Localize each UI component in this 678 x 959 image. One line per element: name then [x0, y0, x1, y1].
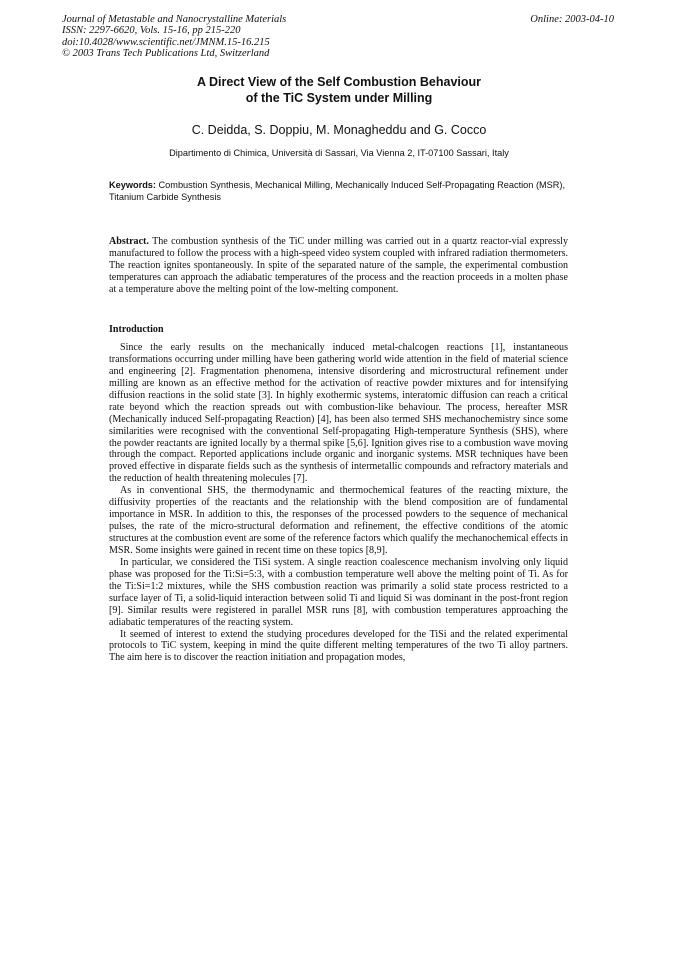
intro-paragraph: In particular, we considered the TiSi system. A single reaction coalescence mechanism involving only liquid phase was proposed for the Ti:Si=5:3, with a combustion temperature well above the melting point of Ti. As for the Ti:Si=1:2 mixtures, while the SHS combustion reaction was primarily a solid state process restricted to a surface layer of Ti, a solid-liquid interaction between solid Ti and liquid Si was dominant in the post-front region [9]. Similar results were registered in parallel MSR runs [8], with combustion temperatures approaching the adiabatic temperatures of the reacting system. — [109, 556, 568, 628]
journal-info — [62, 14, 286, 59]
intro-paragraph: It seemed of interest to extend the studying procedures developed for the TiSi and the related experimental protocols to TiC system, keeping in mind the quite different melting temperatures of the two Ti alloy partners. The aim here is to discover the reaction initiation and propagation modes, — [109, 628, 568, 664]
title-line-2: of the TiC System under Milling — [245, 90, 433, 105]
introduction-body — [109, 342, 568, 664]
intro-paragraph: Since the early results on the mechanically induced metal-chalcogen reactions [1], instantaneous transformations occurring under milling have been gathering world wide attention in the field of material science and engineering [2]. Fragmentation phenomena, intensive disordering and microstructural refinement under milling are known as an effective method for the activation of reactive powder mixtures and for intensifying diffusion reactions in the solid state [3]. In highly exothermic systems, interatomic diffusion can reach a critical rate beyond which the reaction spreads out with combustion-like behaviour. The process, hereafter MSR (Mechanically induced Self-propagating Reaction) [4], has been also termed SHS mechanochemistry since some similarities were recognised with the conventional Self-propagating High-temperature Synthesis (SHS), where the powder reactants are ignited locally by a thermal spike [5,6]. Ignition gives rise to a combustion wave moving through the compact. Reported applications include organic and inorganic systems. MSR techniques have been proved effective in disparate fields such as the synthesis of intermetallic compounds and refractory materials and the reduction of health threatening molecules [7]. — [109, 342, 568, 485]
doi-line: doi:10.4028/www.scientific.net/JMNM.15-16.215 — [62, 36, 270, 48]
abstract-text: The combustion synthesis of the TiC under milling was carried out in a quartz reactor-vial expressly manufactured to follow the process with a high-speed video system coupled with infrared radiation thermometers. The reaction ignites spontaneously. In spite of the separated nature of the sample, the experimental combustion temperatures can approach the adiabatic temperatures of the process and the reaction proceeds in a molten phase at a temperature above the melting point of the low-melting component. — [109, 236, 568, 295]
affiliation: Dipartimento di Chimica, Università di Sassari, Via Vienna 2, IT-07100 Sassari, Italy — [169, 148, 509, 158]
keywords-label: Keywords: — [109, 180, 156, 190]
paper-title — [0, 75, 678, 106]
intro-paragraph: As in conventional SHS, the thermodynamic and thermochemical features of the reacting mixture, the diffusivity properties of the reactants and the relationship with the blend composition are of fundamental importance in MSR. In addition to this, the responses of the processed powders to the sequence of mechanical pulses, the rate of the micro-structural deformation and refinement, the effective conditions of the atomic structures at the combustion event are some of the reference factors which qualify the mechanochemical effects in MSR. Some insights were gained in recent time on these topics [8,9]. — [109, 485, 568, 556]
copyright-line: © 2003 Trans Tech Publications Ltd, Switzerland — [62, 47, 270, 59]
abstract-label: Abstract — [109, 236, 147, 247]
title-line-1: A Direct View of the Self Combustion Behaviour — [196, 75, 482, 89]
authors: C. Deidda, S. Doppiu, M. Monagheddu and G. Cocco — [191, 123, 487, 137]
online-date: Online: 2003-04-10 — [530, 14, 614, 25]
introduction-heading: Introduction — [109, 324, 164, 335]
keywords — [109, 179, 569, 203]
keywords-text: Combustion Synthesis, Mechanical Milling, Mechanically Induced Self-Propagating Reaction (MSR), Titanium Carbide Synthesis — [109, 180, 566, 202]
abstract: Abstract. The combustion synthesis of the TiC under milling was carried out in a quartz reactor-vial expressly manufactured to follow the process with a high-speed video system coupled with infrared radiation thermometers. The reaction ignites spontaneously. In spite of the separated nature of the sample, the experimental combustion temperatures can approach the adiabatic temperatures of the process and the reaction proceeds in a molten phase at a temperature above the melting point of the low-melting component. — [109, 236, 568, 295]
issn-line: ISSN: 2297-6620, Vols. 15-16, pp 215-220 — [62, 25, 241, 37]
journal-name: Journal of Metastable and Nanocrystalline Materials — [62, 14, 287, 25]
